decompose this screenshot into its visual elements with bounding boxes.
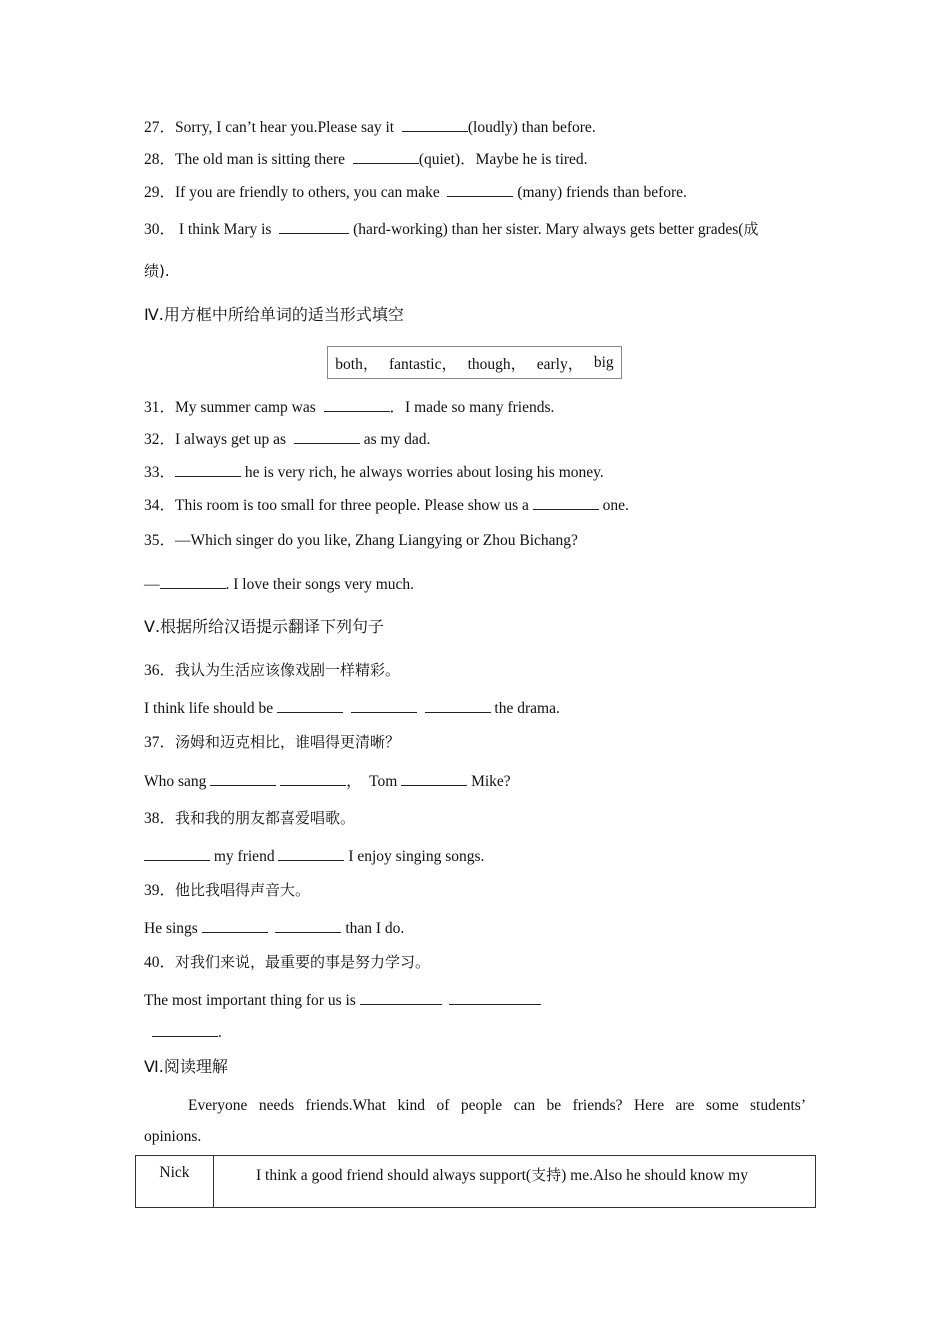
word-though: though， bbox=[467, 355, 527, 373]
answer-blank[interactable] bbox=[278, 846, 344, 861]
answer-blank[interactable] bbox=[449, 990, 541, 1005]
answer-blank[interactable] bbox=[280, 771, 346, 786]
answer-blank[interactable] bbox=[425, 698, 491, 713]
question-32: 32．I always get up as as my dad. bbox=[144, 431, 431, 448]
answer-blank[interactable] bbox=[324, 397, 390, 412]
answer-blank[interactable] bbox=[402, 117, 468, 132]
question-29: 29．If you are friendly to others, you can make (many) friends than before. bbox=[144, 184, 687, 201]
section-6-heading: Ⅵ.阅读理解 bbox=[144, 1057, 228, 1076]
word-early: early， bbox=[536, 355, 584, 373]
question-39: He sings than I do. bbox=[144, 920, 405, 937]
word-big: big bbox=[593, 353, 614, 371]
answer-blank[interactable] bbox=[160, 574, 226, 589]
question-30-continued: 绩). bbox=[144, 262, 170, 280]
answer-blank[interactable] bbox=[152, 1022, 218, 1037]
passage-line-1: Everyone needs friends.What kind of people can be friends? Here are some students’ bbox=[188, 1097, 806, 1114]
student-name: Nick bbox=[136, 1156, 214, 1208]
question-35: 35．—Which singer do you like, Zhang Liangying or Zhou Bichang? bbox=[144, 532, 578, 549]
question-37-prompt: 37．汤姆和迈克相比，谁唱得更清晰？ bbox=[144, 733, 401, 751]
answer-blank[interactable] bbox=[294, 429, 360, 444]
question-33: 33． he is very rich, he always worries about losing his money. bbox=[144, 464, 604, 481]
opinions-table bbox=[135, 1155, 816, 1208]
answer-blank[interactable] bbox=[533, 495, 599, 510]
answer-blank[interactable] bbox=[360, 990, 442, 1005]
word-fantastic: fantastic， bbox=[388, 355, 457, 373]
word-both: both， bbox=[335, 355, 379, 373]
question-36: I think life should be the drama. bbox=[144, 700, 560, 717]
question-30: 30． I think Mary is (hard-working) than her sister. Mary always gets better grades(成 bbox=[144, 220, 759, 238]
answer-blank[interactable] bbox=[447, 182, 513, 197]
answer-blank[interactable] bbox=[353, 149, 419, 164]
answer-blank[interactable] bbox=[277, 698, 343, 713]
student-opinion: I think a good friend should always support(支持) me.Also he should know my bbox=[214, 1156, 816, 1208]
question-27: 27．Sorry, I can’t hear you.Please say it (loudly) than before. bbox=[144, 119, 596, 136]
answer-blank[interactable] bbox=[175, 462, 241, 477]
passage-line-2: opinions. bbox=[144, 1128, 202, 1145]
question-40-continued: . bbox=[152, 1022, 222, 1043]
answer-blank[interactable] bbox=[210, 771, 276, 786]
answer-blank[interactable] bbox=[351, 698, 417, 713]
section-4-heading: Ⅳ.用方框中所给单词的适当形式填空 bbox=[144, 305, 404, 324]
question-36-prompt: 36．我认为生活应该像戏剧一样精彩。 bbox=[144, 661, 401, 679]
question-37: Who sang ， Tom Mike? bbox=[144, 773, 511, 790]
question-35-answer: — . I love their songs very much. bbox=[144, 576, 415, 593]
question-28: 28．The old man is sitting there (quiet)．Maybe he is tired. bbox=[144, 151, 588, 168]
question-38: my friend I enjoy singing songs. bbox=[144, 846, 484, 867]
word-box bbox=[327, 346, 622, 379]
question-34: 34．This room is too small for three people. Please show us a one. bbox=[144, 497, 629, 514]
question-40-prompt: 40．对我们来说，最重要的事是努力学习。 bbox=[144, 953, 431, 971]
section-5-heading: Ⅴ.根据所给汉语提示翻译下列句子 bbox=[144, 617, 385, 636]
question-31: 31．My summer camp was ．I made so many friends. bbox=[144, 399, 555, 416]
answer-blank[interactable] bbox=[202, 918, 268, 933]
question-40: The most important thing for us is bbox=[144, 990, 541, 1011]
answer-blank[interactable] bbox=[401, 771, 467, 786]
answer-blank[interactable] bbox=[279, 219, 349, 234]
question-39-prompt: 39．他比我唱得声音大。 bbox=[144, 881, 311, 899]
question-38-prompt: 38．我和我的朋友都喜爱唱歌。 bbox=[144, 809, 356, 827]
table-row bbox=[136, 1156, 816, 1208]
answer-blank[interactable] bbox=[144, 846, 210, 861]
answer-blank[interactable] bbox=[275, 918, 341, 933]
